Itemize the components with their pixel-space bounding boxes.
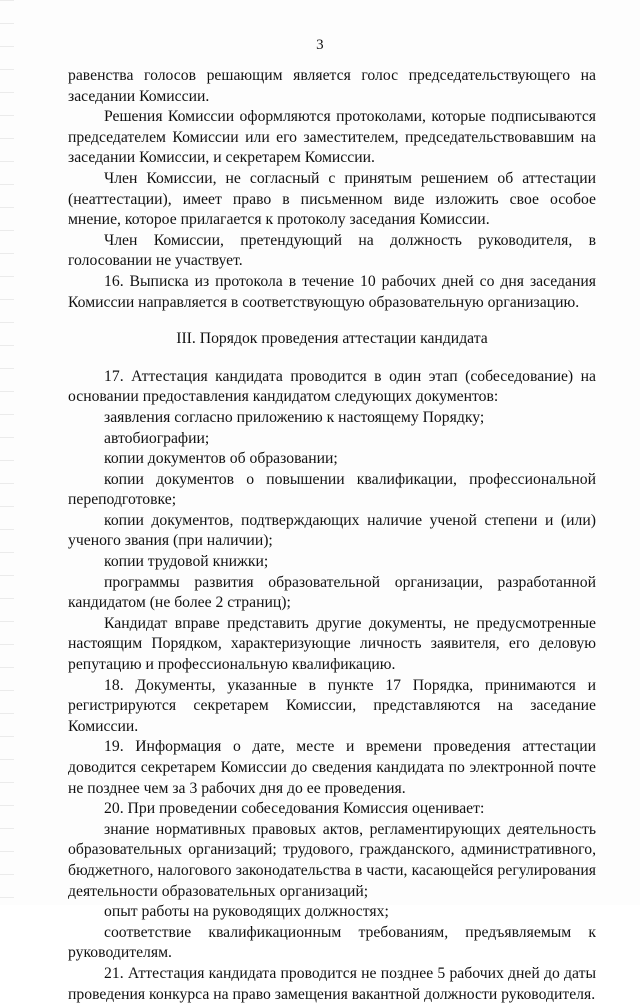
list-item: программы развития образовательной организации, разработанной кандидатом (не более 2 страниц); [68,573,596,612]
paragraph-item-17: 17. Аттестация кандидата проводится в один этап (собеседование) на основании предоставления кандидатом следующих документов: [68,367,596,406]
paragraph-item-18: 18. Документы, указанные в пункте 17 Порядка, принимаются и регистрируются секретарем Комиссии, представляются на заседание Комиссии. [68,676,596,735]
paragraph-item-20: 20. При проведении собеседования Комиссия оценивает: [104,800,485,818]
section-heading: III. Порядок проведения аттестации кандидата [176,330,488,348]
document-body [68,66,596,1005]
list-item: автобиографии; [104,429,210,447]
list-item: соответствие квалификационным требованиям, предъявляемым к руководителям. [68,923,596,962]
paragraph-item-19: 19. Информация о дате, месте и времени проведения аттестации доводится секретарем Комиссии до сведения кандидата по электронной почте не позднее чем за 3 рабочих дня до ее проведения. [68,738,596,797]
page-number: 3 [316,37,324,53]
paragraph-item-21: 21. Аттестация кандидата проводится не позднее 5 рабочих дней до даты проведения конкурса на право замещения вакантной должности руководителя. [68,964,596,1003]
list-item: опыт работы на руководящих должностях; [104,903,389,921]
list-item: копии трудовой книжки; [104,553,269,571]
paragraph: Решения Комиссии оформляются протоколами, которые подписываются председателем Комиссии или его заместителем, председательствовавшим на заседании Комиссии, и секретарем Комиссии. [68,108,596,167]
scan-edge-marks [0,0,14,905]
paragraph: Член Комиссии, не согласный с принятым решением об аттестации (неаттестации), имеет право в письменном виде изложить свое особое мнение, которое прилагается к протоколу заседания Комиссии. [68,169,596,229]
paragraph: равенства голосов решающим является голос председательствующего на заседании Комиссии. [68,67,596,105]
paragraph: Кандидат вправе представить другие документы, не предусмотренные настоящим Порядком, характеризующие личность заявителя, его деловую репутацию и профессиональную квалификацию. [68,614,596,674]
paragraph: Член Комиссии, претендующий на должность руководителя, в голосовании не участвует. [68,231,596,270]
list-item: копии документов, подтверждающих наличие ученой степени и (или) ученого звания (при наличии); [68,511,596,550]
list-item: заявления согласно приложению к настоящему Порядку; [104,408,485,426]
paragraph-item-16: 16. Выписка из протокола в течение 10 рабочих дней со дня заседания Комиссии направляется в соответствующую образовательную организацию. [68,272,596,311]
list-item: копии документов об образовании; [104,450,338,468]
list-item: знание нормативных правовых актов, регламентирующих деятельность образовательных организаций; трудового, гражданского, административного, бюджетного, налогового законодательства в части, касающейся регулирования деятельности образовательных организаций; [68,820,596,900]
list-item: копии документов о повышении квалификации, профессиональной переподготовке; [68,470,596,509]
